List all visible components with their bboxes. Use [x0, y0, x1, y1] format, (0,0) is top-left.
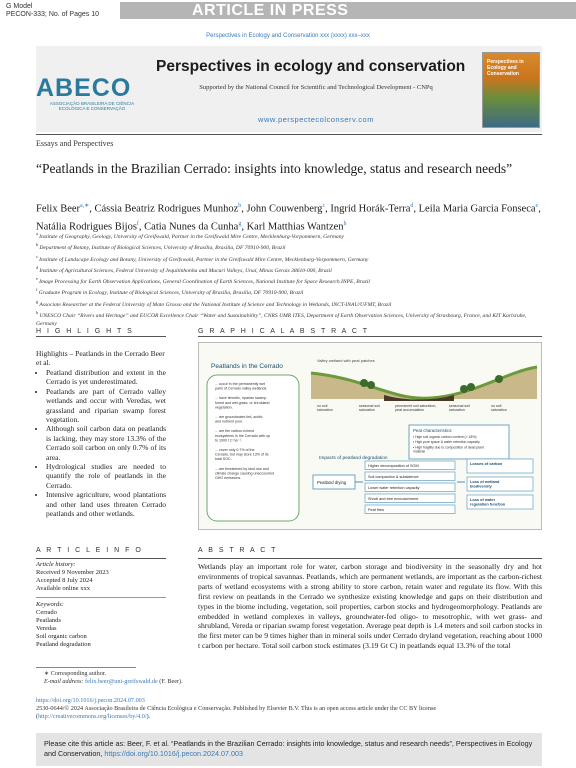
divider [36, 558, 166, 559]
author-name[interactable]: Cássia Beatriz Rodrigues Munhoz [94, 203, 239, 215]
highlight-item: • Although soil carbon data on peatlands is lacking, they may store 13.3% of the Cerrado soil carbon on only 0.7% of its area. [46, 424, 166, 462]
ga-impact-right-item: Loss of wetland biodiversity [470, 479, 500, 489]
author-affil-mark[interactable]: e [535, 203, 539, 209]
keyword-item: Peatlands [36, 617, 61, 624]
ga-left-item: ... are threatened by land use and climate change causing unaccounted GHG emissions. [215, 466, 275, 480]
journal-cover-image [482, 52, 540, 128]
ga-zones [317, 404, 507, 412]
divider [36, 134, 542, 135]
email-suffix: (F. Beer). [159, 678, 183, 685]
keyword-item: Soil organic carbon [36, 633, 87, 640]
abstract-text: Wetlands play an important role for water, carbon storage and biodiversity in the seasonally dry and hot environments of tropical savannas. Peatlands, which are permanent wetlands, are important as the carbon-richest parts of wetland ecosystems with a strong ability to store carbon, retain water and regulate its flow. With this first review on peatlands in the Cerrado we synthesize existing knowledge and gaps on their distribution and types in the biome including, vegetation, soil properties, carbon stocks and hydrogeomorphology. Peatlands are embedded in wetland complexes in valleys, groundwater-fed oligo- to mesotrophic, with wet grass- and shrubland, Vereda or riparian swamp forest vegetation. Average peat depth is 1.4 meters and soil carbon stocks in the first meter can be 9 times higher than in mineral soils under Cerrado dryland vegetation, reaching about 1000 t carbon per hectare. Total soil carbon stock estimates (3.19 Gt C) in peatlands equal 13.3% of the total [198, 562, 542, 651]
ga-peat-item: • High soil organic carbon content (> 18%) [413, 435, 477, 439]
keyword-item: Veredas [36, 625, 57, 632]
author-affil-mark[interactable]: b [238, 203, 242, 209]
highlight-item: • Peatland distribution and extent in the Cerrado is yet underestimated. [46, 368, 166, 387]
affiliation-item: $^f$ Graduate Program in Ecology, Institute of Biological Sciences, University of Brasília, Brasília, DF 70910-900, Brazil [36, 287, 304, 297]
article-info [36, 561, 166, 649]
author-name[interactable]: Karl Matthias Wantzen [246, 221, 344, 232]
ga-zone-label: no soil saturation [317, 404, 333, 413]
author-affil-mark[interactable]: a,∗ [80, 203, 90, 209]
ga-peat-item: • High fragility due to composition of dead plant material [413, 445, 484, 454]
ga-impact-mid-item: Peat fires [368, 508, 385, 512]
citation-text: Please cite this article as: Beer, F. et al. “Peatlands in the Brazilian Cerrado: insights into knowledge, status and research needs”, Perspectives in Ecology and Conservation, [44, 739, 533, 758]
corresponding-author: ∗ Corresponding author. [44, 670, 107, 677]
highlights-heading: H I G H L I G H T S [36, 328, 134, 335]
author-list: Felix Beer$^{a,∗}$, Cássia Beatriz Rodrigues Munhoz$^b$, John Couwenberg$^c$, Ingrid Horák-Terra$^d$, Leila Maria Garcia Fonseca$^e$, Natália Rodrigues Bijos$^f$, Catia Nunes da Cunha$^g$, Karl Matthias Wantzen$^h$ [36, 203, 541, 232]
abstract-heading: A B S T R A C T [198, 547, 278, 554]
graphical-abstract-figure [198, 342, 542, 530]
ga-impact-driver: Peatland drying [317, 480, 347, 485]
ga-valley-label: Valley wetland with peat patches [317, 358, 375, 363]
affiliation-item: $^b$ Department of Botany, Institute of Biological Sciences, University of Brasília, Brasília, DF 70910-900, Brazil [36, 242, 286, 252]
email-label: E-mail address: [44, 678, 84, 685]
journal-title: Perspectives in ecology and conservation [156, 58, 466, 75]
journal-line[interactable]: Perspectives in Ecology and Conservation xxx (xxxx) xxx–xxx [206, 33, 370, 39]
cover-title: Perspectives in Ecology and Conservation [487, 59, 524, 77]
abeco-logo-sub: ASSOCIAÇÃO BRASILEIRA DE CIÊNCIA ECOLÓGICA E CONSERVAÇÃO [49, 101, 135, 111]
abeco-logo-text: ABECO [36, 74, 132, 102]
author-affil-mark[interactable]: h [343, 220, 347, 227]
divider [198, 558, 542, 559]
ga-left-title: Peatlands in the Cerrado [211, 363, 283, 370]
history-label: Article history: [36, 561, 76, 568]
ga-impact-right-item: Loss of water regulation function [470, 497, 506, 507]
ga-left-item: ... occur in the permanently wet parts of Cerrado valley wetlands. [215, 382, 268, 391]
keyword-item: Peatland degradation [36, 641, 91, 648]
ga-impact-mid-item: Shrub and tree encroachment [368, 497, 419, 501]
article-type: Essays and Perspectives [36, 139, 114, 148]
author-name[interactable]: Natália Rodrigues Bijos [36, 221, 137, 232]
journal-url[interactable]: www.perspectecolconserv.com [258, 115, 374, 124]
abeco-logo [36, 64, 148, 116]
ga-zone-label: permanent soil saturation, peat accumulation [395, 404, 437, 413]
author-name[interactable]: Catia Nunes da Cunha [144, 221, 239, 232]
page-count: No. of Pages 10 [48, 11, 100, 18]
ga-zone-label: seasonal soil saturation [449, 404, 470, 413]
doi-link[interactable]: https://doi.org/10.1016/j.pecon.2024.07.003 [36, 697, 145, 704]
journal-support: Supported by the National Council for Scientific and Technological Development - CNPq [199, 84, 433, 91]
article-in-press-bar: ARTICLE IN PRESS [120, 2, 576, 19]
author-name[interactable]: Ingrid Horák-Terra [330, 203, 411, 215]
keyword-item: Cerrado [36, 609, 57, 616]
highlight-item: • Hydrological studies are needed to quantify the role of peatlands in the Cerrado. [46, 462, 166, 490]
ga-zone-label: no soil saturation [491, 404, 507, 413]
license-link[interactable]: http://creativecommons.org/licenses/by/4.0/ [38, 713, 147, 720]
corresponding-footnote [36, 670, 336, 686]
license-end: ). [146, 713, 151, 720]
affiliation-item: $^d$ Institute of Agricultural Sciences, Federal University of Jequitinhonha and Mucuri Valleys, Unaí, Minas Gerais 38610-000, Brazil [36, 264, 332, 274]
affiliation-item: $^g$ Associate Researcher at the Federal University of Mato Grosso and the National Institute of Science and Technology in Wetlands, INCT-INAU/UFMT, Brazil [36, 298, 392, 308]
highlight-item: • Peatlands are part of Cerrado valley wetlands and occur with Veredas, wet grassland and riparian swamp forest vegetation. [46, 387, 166, 425]
ga-impacts-title: Impacts of peatland degradation [319, 456, 388, 461]
ga-left-item: ... are the carbon-richest ecosystems in the Cerrado with up to 1000 t C ha⁻¹. [215, 429, 271, 443]
ga-impact-mid-item: Soil compaction & subsidence [368, 475, 419, 479]
g-model: G Model [6, 3, 33, 10]
g-model-label [6, 3, 99, 19]
citation-box [36, 733, 542, 766]
graphical-abstract-heading: G R A P H I C A L A B S T R A C T [198, 328, 370, 335]
affiliation-item: $^e$ Image Processing for Earth Observation Applications, General Coordination of Earth Sciences, National Institute for Space Research INPE, Brazil [36, 276, 370, 285]
author-affil-mark[interactable]: g [238, 220, 242, 227]
ga-impact-right [467, 459, 533, 509]
graphical-abstract-svg [199, 343, 543, 531]
author-name[interactable]: Leila Maria Garcia Fonseca [418, 203, 536, 215]
affiliations [36, 230, 542, 329]
ga-left-item: ... are groundwater-fed, acidic and nutrient poor. [215, 415, 263, 424]
license-text: 2530-0644/© 2024 Associação Brasileira de Ciência Ecológica e Conservação. Published by Elsevier B.V. This is an open access article under the CC BY license ( [36, 705, 437, 720]
highlight-item: • Intensive agriculture, wood plantations and other land uses threaten Cerrado peatlands and other wetlands. [46, 490, 166, 518]
ga-left-item: ... have limnetic, riparian swamp forest and wet grass- or shrubland vegetation. [215, 396, 270, 410]
ga-zone-label: seasonal soil saturation [359, 404, 380, 413]
author-affil-mark[interactable]: c [322, 203, 326, 209]
citation-doi-link[interactable]: https://doi.org/10.1016/j.pecon.2024.07.003 [104, 749, 244, 758]
ga-impact-mid-item: Lower water retention capacity [368, 486, 420, 490]
ga-impact-right-item: Losses of carbon [470, 461, 503, 466]
author-name[interactable]: John Couwenberg [246, 203, 323, 215]
ga-peat-item: • High pore space & water retention capacity [413, 440, 480, 445]
email-link[interactable]: felix.beer@uni-greifswald.de [85, 678, 158, 685]
history-item: Available online xxx [36, 585, 91, 592]
author-affil-mark[interactable]: d [410, 203, 414, 209]
highlights-intro: Highlights – Peatlands in the Cerrado Beer et al. [36, 349, 165, 368]
ga-impact-mid [365, 461, 455, 514]
article-title: “Peatlands in the Brazilian Cerrado: insights into knowledge, status and research needs” [36, 161, 513, 176]
ga-valley-soil [311, 367, 537, 399]
footnote-rule [36, 667, 136, 668]
pecon-ref: PECON-333; [6, 11, 47, 18]
keywords-label: Keywords: [36, 601, 64, 608]
affiliation-item: $^c$ Institute of Landscape Ecology and Botany, University of Greifswald, Partner in the Greifswald Mire Centre, Mecklenburg-Vorpommern, Germany [36, 253, 369, 263]
article-info-heading: A R T I C L E I N F O [36, 547, 143, 554]
divider [198, 336, 542, 337]
divider [36, 336, 166, 337]
affiliation-item: $^h$ UNESCO Chair “Rivers and Heritage” and EUCOR Excellence Chair “Water and Sustainability”, CNRS UMR ITES, Department of Earth Observation Sciences, University of Strasbourg, France, and KIT Karlsruhe, Germany [36, 309, 527, 328]
author-affil-mark[interactable]: f [136, 220, 139, 227]
author-name[interactable]: Felix Beer [36, 203, 81, 215]
affiliation-item: $^a$ Institute of Geography, Geology, University of Greifswald, Partner in the Greifswald Mire Centre, Mecklenburg-Vorpommern, Germany [36, 231, 344, 240]
ga-left-item: ... cover only 0.7% of the Cerrado, but may store 13% of its total SOC. [215, 448, 269, 462]
history-item: Received 9 November 2023 [36, 569, 109, 576]
ga-impact-mid-item: Higher decomposition of SOM [368, 464, 419, 468]
doi-license [36, 697, 542, 721]
highlights-list [36, 368, 166, 519]
history-item: Accepted 8 July 2024 [36, 577, 93, 584]
ga-peat-title: Peat characteristics: [413, 428, 453, 433]
